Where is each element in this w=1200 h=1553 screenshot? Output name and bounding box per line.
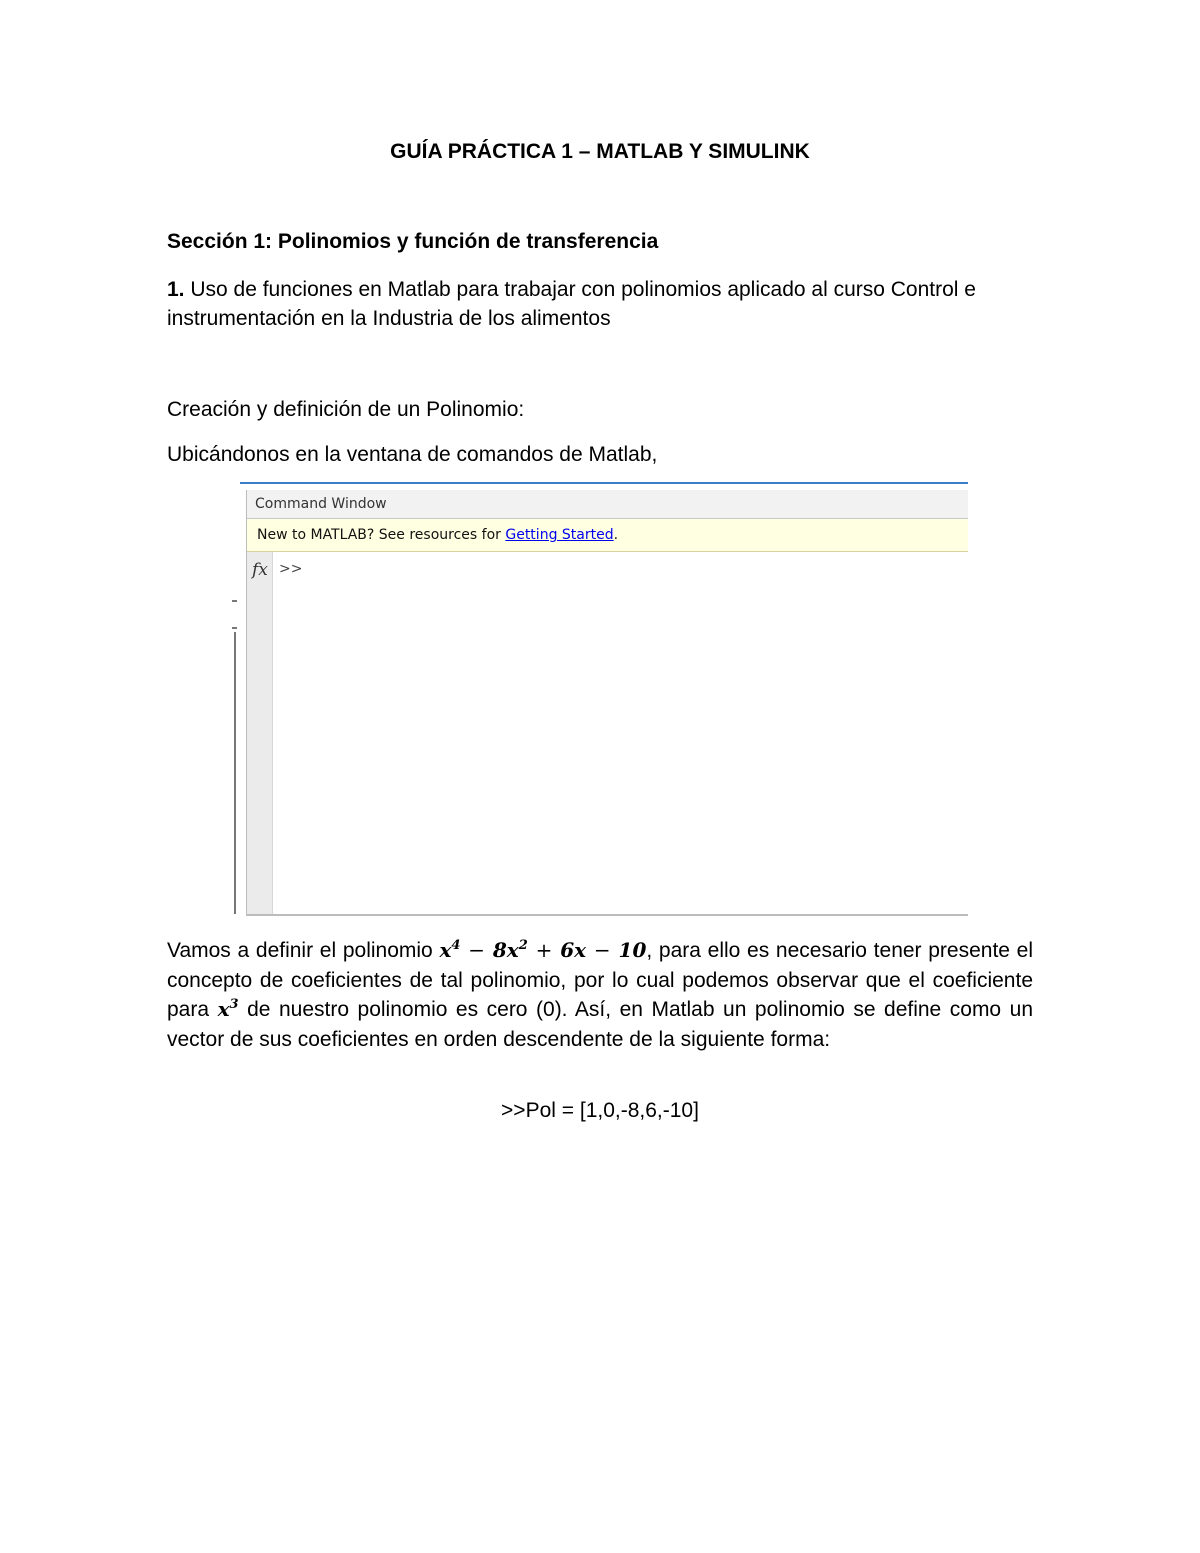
math-operator: − [593,938,611,962]
paragraph-text: Vamos a definir el polinomio [167,939,440,962]
math-var: x [439,938,452,962]
math-exponent: 3 [229,997,239,1012]
command-window-title: Command Window [247,490,968,519]
section-heading: Sección 1: Polinomios y función de transferencia [167,230,659,253]
math-term: 6x [560,938,587,962]
math-operator: + [535,938,553,962]
left-edge-border [234,632,236,914]
matlab-code-line: >>Pol = [1,0,-8,6,-10] [501,1099,699,1122]
left-edge-mark [232,627,237,629]
command-window-panel [246,490,968,916]
page-title: GUÍA PRÁCTICA 1 – MATLAB Y SIMULINK [390,140,810,163]
left-edge-mark [232,600,237,602]
polynomial-expression [439,938,646,962]
polynomial-paragraph [167,936,1033,1054]
math-constant: 10 [618,938,647,962]
item-1-paragraph [167,275,1033,333]
math-operator: − [468,938,486,962]
item-number: 1. [167,278,185,301]
getting-started-link[interactable]: Getting Started [505,527,614,543]
paragraph-text: , para ello es necesario tener presente el concepto de coeficientes de tal polinomio, por lo cual podemos observar que el coeficiente para [167,939,1034,1021]
command-prompt[interactable]: >> [279,561,303,577]
math-exponent: 2 [518,938,528,953]
matlab-command-window-screenshot [232,482,968,916]
math-var: x [217,997,230,1021]
function-browser-icon[interactable]: fx [252,560,268,580]
window-top-border [240,482,968,484]
banner-text: New to MATLAB? See resources for [257,527,506,543]
paragraph-text: de nuestro polinomio es cero (0). Así, en Matlab un polinomio se define como un vector de sus coeficientes en orden descendente de la siguiente forma: [167,998,1033,1051]
getting-started-banner [247,519,968,552]
x-cubed-expression [218,997,239,1021]
math-exponent: 4 [451,938,461,953]
banner-end: . [613,527,619,543]
location-text: Ubicándonos en la ventana de comandos de Matlab, [167,443,658,466]
math-var: x [506,938,519,962]
math-coefficient: 8 [492,938,507,962]
creation-heading: Creación y definición de un Polinomio: [167,398,525,421]
item-text: Uso de funciones en Matlab para trabajar con polinomios aplicado al curso Control e instrumentación en la Industria de los alimentos [167,278,976,330]
command-gutter [247,552,273,914]
